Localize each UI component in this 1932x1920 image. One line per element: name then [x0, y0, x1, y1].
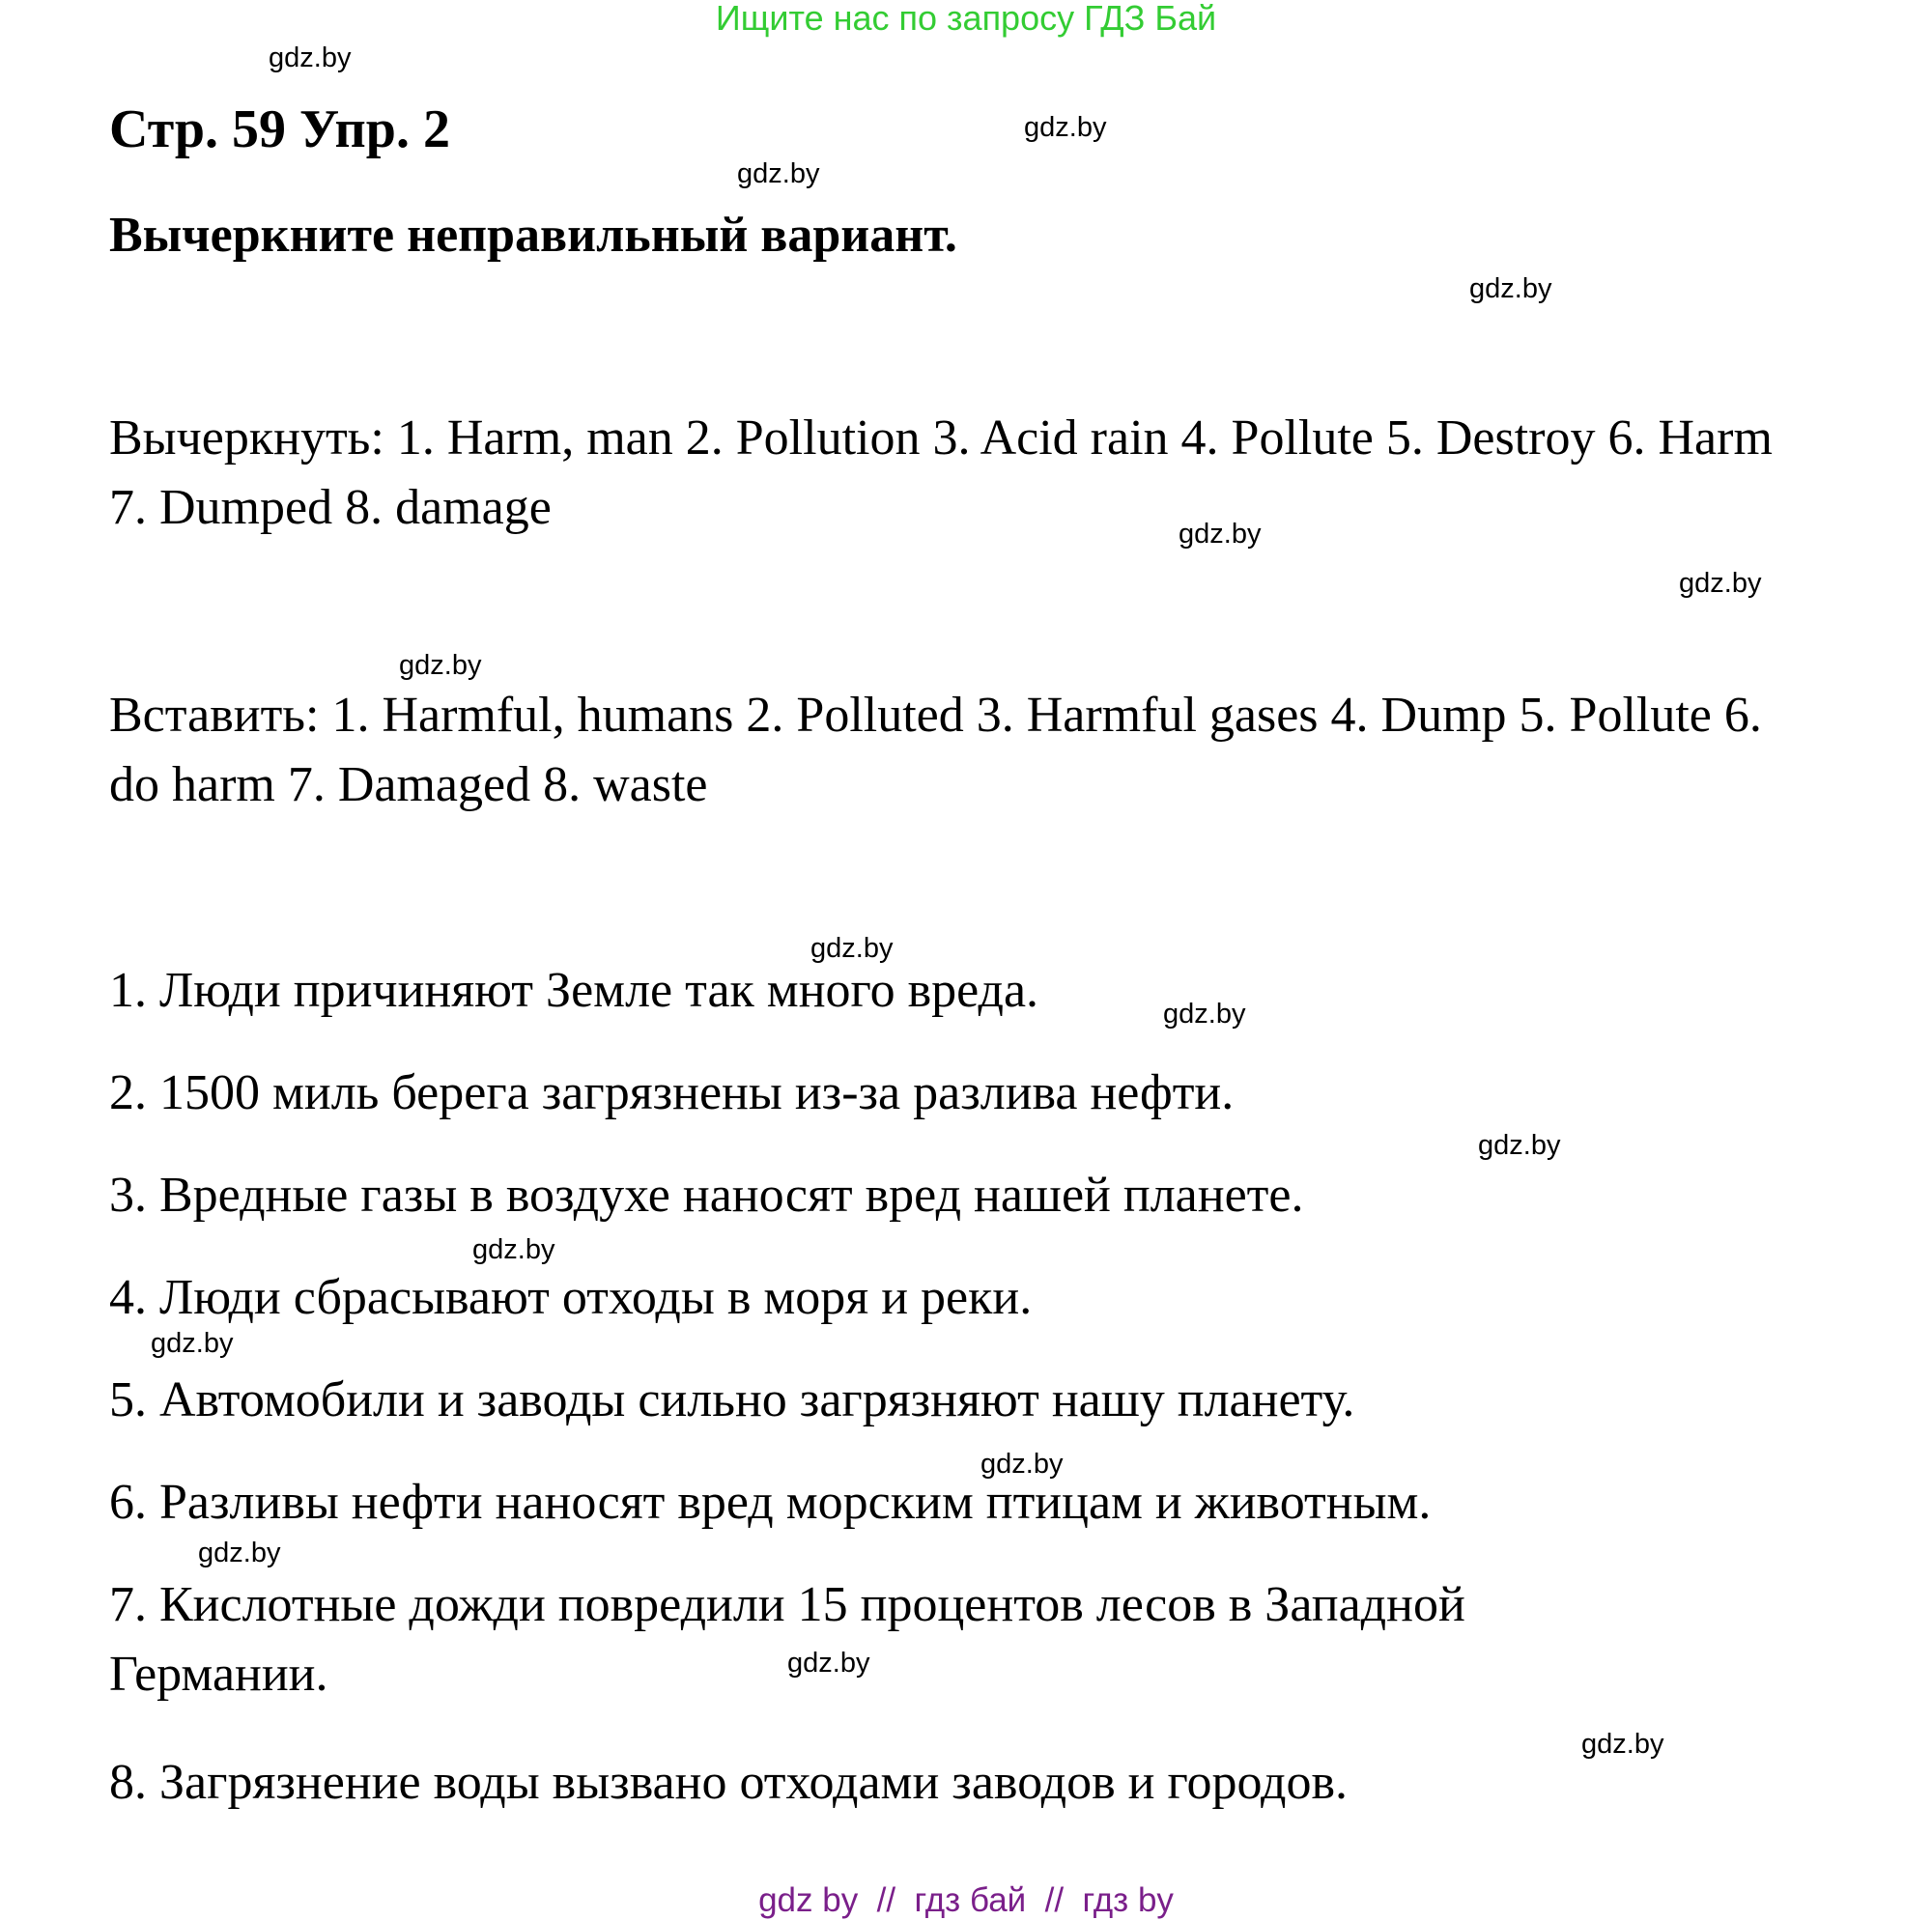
translation-line: 3. Вредные газы в воздухе наносят вред нашей планете.	[109, 1168, 1304, 1223]
translation-line: 2. 1500 миль берега загрязнены из-за разлива нефти.	[109, 1065, 1235, 1120]
watermark: gdz.by	[198, 1538, 281, 1568]
translation-line: 8. Загрязнение воды вызвано отходами заводов и городов.	[109, 1755, 1348, 1810]
watermark: gdz.by	[737, 158, 820, 189]
translation-line: 5. Автомобили и заводы сильно загрязняют нашу планету.	[109, 1372, 1355, 1427]
search-banner: Ищите нас по запросу ГДЗ Бай	[715, 0, 1217, 38]
watermark: gdz.by	[1581, 1729, 1664, 1760]
watermark: gdz.by	[787, 1648, 870, 1679]
translation-line: 7. Кислотные дожди повредили 15 процентов лесов в Западной Германии.	[109, 1577, 1465, 1702]
page-title: Стр. 59 Упр. 2	[109, 99, 450, 159]
watermark: gdz.by	[1179, 519, 1262, 550]
watermark: gdz.by	[980, 1449, 1064, 1480]
watermark: gdz.by	[810, 933, 894, 964]
translation-line: 1. Люди причиняют Земле так много вреда.	[109, 963, 1039, 1018]
watermark: gdz.by	[1163, 999, 1246, 1030]
strike-out-answer: Вычеркнуть: 1. Harm, man 2. Pollution 3. Acid rain 4. Pollute 5. Destroy 6. Harm 7. Dumped 8. damage	[109, 410, 1773, 535]
insert-answer: Вставить: 1. Harmful, humans 2. Polluted 3. Harmful gases 4. Dump 5. Pollute 6. do harm 7. Damaged 8. waste	[109, 688, 1762, 812]
watermark: gdz.by	[1679, 568, 1762, 599]
watermark: gdz.by	[1024, 112, 1107, 143]
translation-line: 6. Разливы нефти наносят вред морским птицам и животным.	[109, 1475, 1432, 1530]
watermark: gdz.by	[151, 1328, 234, 1359]
watermark: gdz.by	[269, 42, 352, 73]
watermark: gdz.by	[399, 650, 482, 681]
translation-line: 4. Люди сбрасывают отходы в моря и реки.	[109, 1270, 1033, 1325]
watermark: gdz.by	[1478, 1130, 1561, 1161]
footer-links: gdz by // гдз бай // гдз by	[758, 1881, 1174, 1919]
watermark: gdz.by	[1469, 273, 1552, 304]
watermark: gdz.by	[472, 1234, 555, 1265]
task-instruction: Вычеркните неправильный вариант.	[109, 208, 957, 263]
